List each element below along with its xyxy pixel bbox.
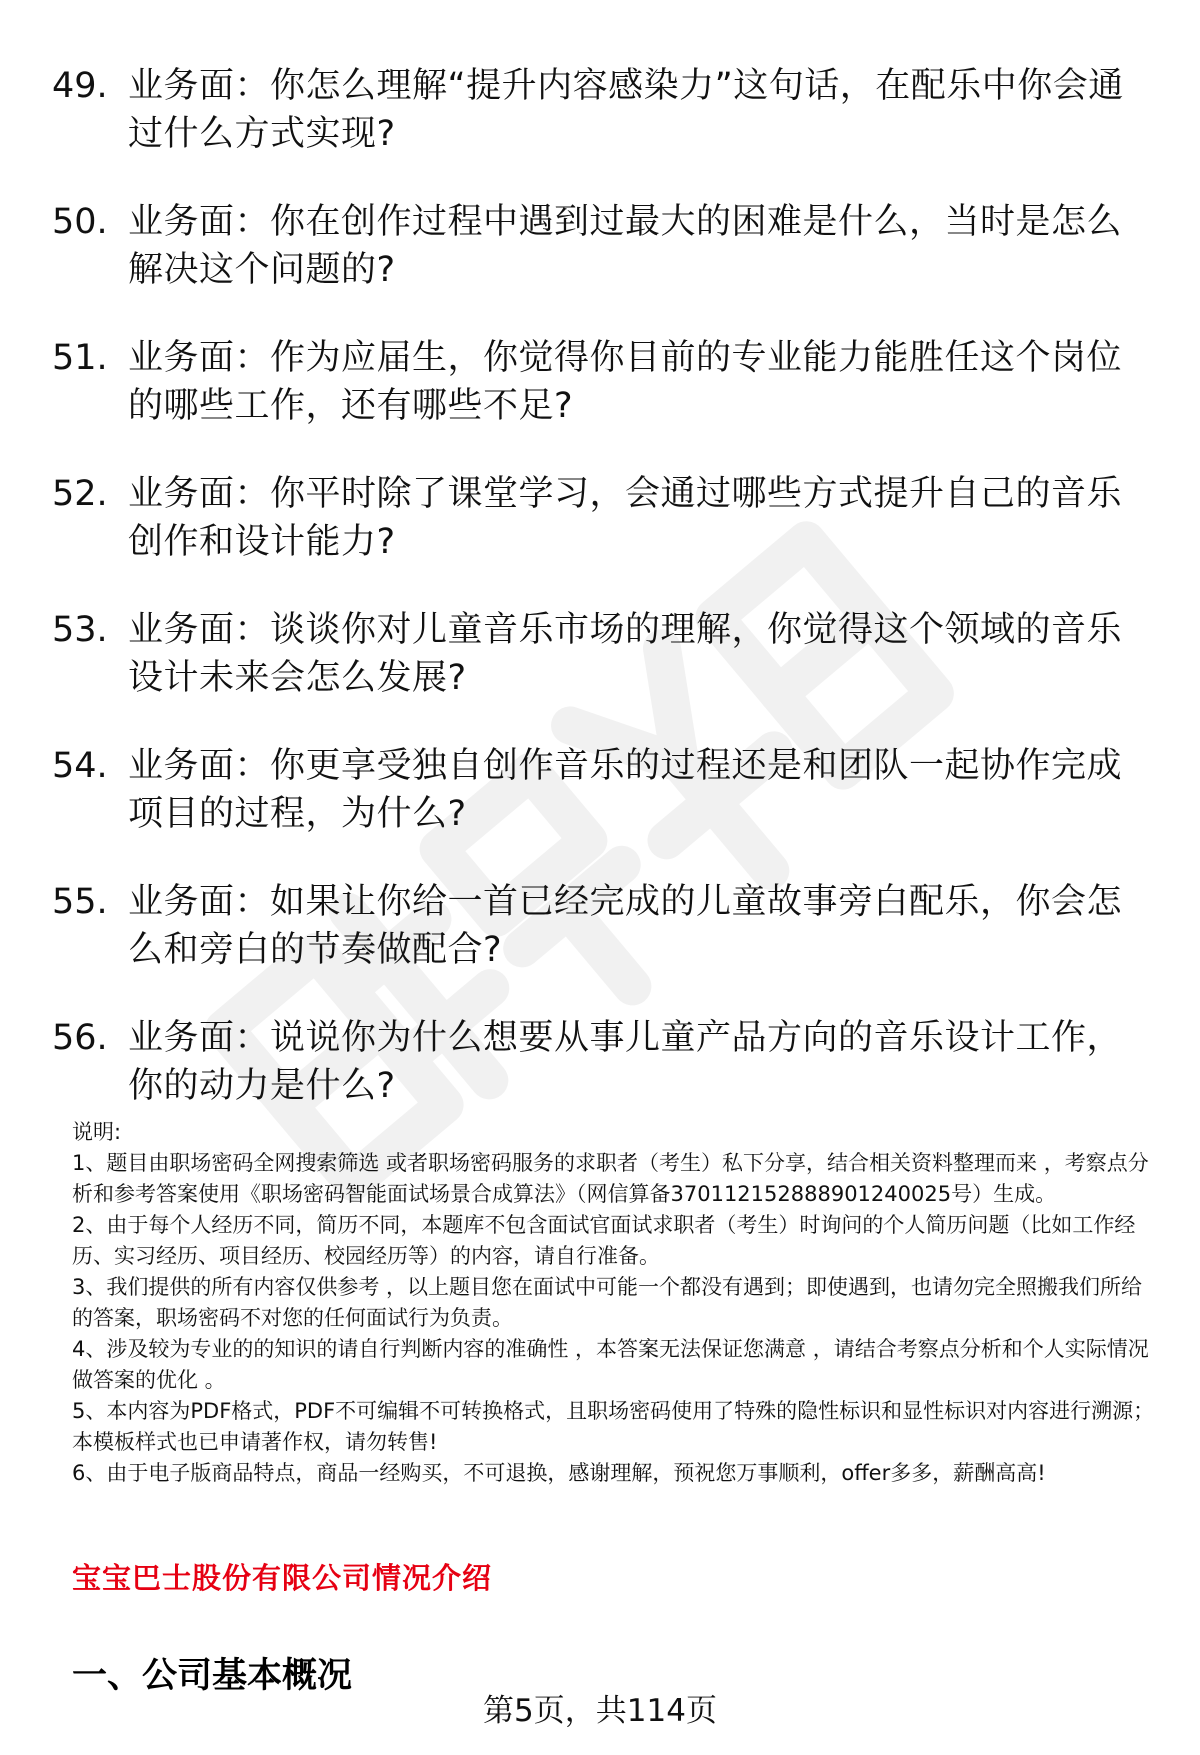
note-item: 3、我们提供的所有内容仅供参考 ，以上题目您在面试中可能一个都没有遇到；即使遇到，也请勿完全照搬我们所给的答案，职场密码不对您的任何面试行为负责。 bbox=[72, 1275, 1143, 1330]
company-title: 宝宝巴士股份有限公司情况介绍 bbox=[72, 1561, 493, 1595]
question-list bbox=[52, 62, 1152, 1150]
question-text: 业务面：谈谈你对儿童音乐市场的理解，你觉得这个领域的音乐设计未来会怎么发展? bbox=[128, 610, 1123, 698]
question-item bbox=[52, 1014, 1152, 1110]
question-item bbox=[52, 742, 1152, 838]
question-item bbox=[52, 334, 1152, 430]
question-item bbox=[52, 62, 1152, 158]
note-item: 2、由于每个人经历不同，简历不同，本题库不包含面试官面试求职者（考生）时询问的个人简历问题（比如工作经历、实习经历、项目经历、校园经历等）的内容，请自行准备。 bbox=[72, 1213, 1136, 1268]
notes-section bbox=[72, 1117, 1157, 1489]
note-item: 1、题目由职场密码全网搜索筛选 或者职场密码服务的求职者（考生）私下分享，结合相关资料整理而来 ，考察点分析和参考答案使用《职场密码智能面试场景合成算法》（网信算备370112152888901240025号）生成。 bbox=[72, 1151, 1149, 1206]
question-item bbox=[52, 878, 1152, 974]
question-text: 业务面：你平时除了课堂学习，会通过哪些方式提升自己的音乐创作和设计能力? bbox=[128, 474, 1123, 562]
question-text: 业务面：作为应届生，你觉得你目前的专业能力能胜任这个岗位的哪些工作，还有哪些不足? bbox=[128, 338, 1123, 426]
question-number: 51. bbox=[52, 338, 108, 378]
note-item: 5、本内容为PDF格式，PDF不可编辑不可转换格式，且职场密码使用了特殊的隐性标识和显性标识对内容进行溯源；本模板样式也已申请著作权，请勿转售! bbox=[72, 1399, 1155, 1454]
question-number: 49. bbox=[52, 66, 108, 106]
question-item bbox=[52, 198, 1152, 294]
page-number-footer: 第5页，共114页 bbox=[483, 1693, 717, 1729]
question-text: 业务面：如果让你给一首已经完成的儿童故事旁白配乐，你会怎么和旁白的节奏做配合? bbox=[128, 882, 1123, 970]
note-item: 6、由于电子版商品特点，商品一经购买，不可退换，感谢理解，预祝您万事顺利，offer多多，薪酬高高! bbox=[72, 1461, 1046, 1485]
question-text: 业务面：你更享受独自创作音乐的过程还是和团队一起协作完成项目的过程，为什么? bbox=[128, 746, 1123, 834]
question-text: 业务面：你怎么理解“提升内容感染力”这句话，在配乐中你会通过什么方式实现? bbox=[128, 66, 1124, 154]
question-number: 56. bbox=[52, 1018, 108, 1058]
question-number: 53. bbox=[52, 610, 108, 650]
question-number: 55. bbox=[52, 882, 108, 922]
question-item bbox=[52, 606, 1152, 702]
question-number: 54. bbox=[52, 746, 108, 786]
notes-title: 说明: bbox=[72, 1120, 122, 1144]
question-number: 50. bbox=[52, 202, 108, 242]
section-heading: 一、公司基本概况 bbox=[72, 1656, 353, 1696]
question-text: 业务面：说说你为什么想要从事儿童产品方向的音乐设计工作，你的动力是什么? bbox=[128, 1018, 1123, 1106]
question-text: 业务面：你在创作过程中遇到过最大的困难是什么，当时是怎么解决这个问题的? bbox=[128, 202, 1123, 290]
question-number: 52. bbox=[52, 474, 108, 514]
question-item bbox=[52, 470, 1152, 566]
note-item: 4、涉及较为专业的的知识的请自行判断内容的准确性 ，本答案无法保证您满意 ，请结合考察点分析和个人实际情况做答案的优化 。 bbox=[72, 1337, 1149, 1392]
